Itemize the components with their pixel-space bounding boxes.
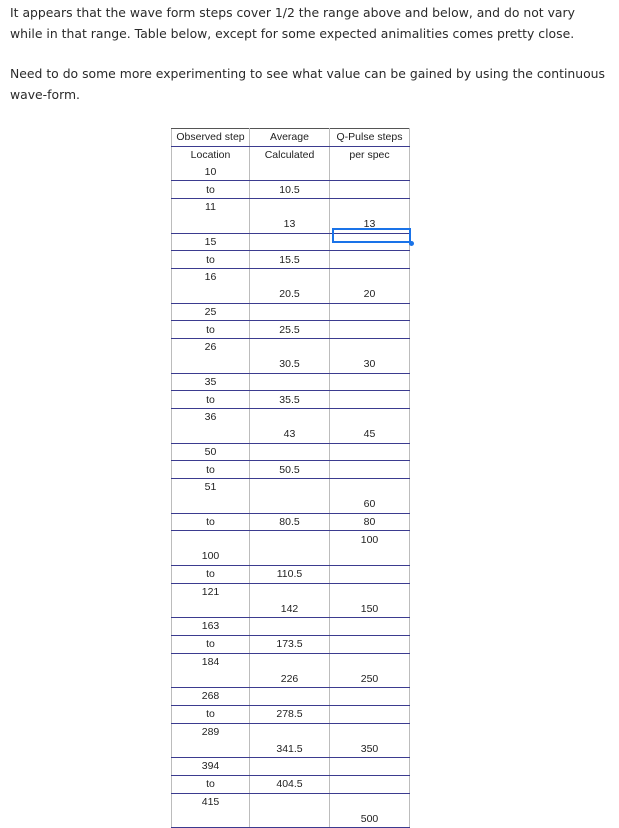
table-cell[interactable]	[330, 181, 410, 199]
table-cell[interactable]	[172, 531, 250, 548]
table-row	[172, 548, 410, 565]
table-cell[interactable]	[172, 670, 250, 687]
table-row	[172, 321, 410, 339]
table-cell[interactable]: 13	[250, 216, 330, 233]
selected-cell-highlight[interactable]	[332, 228, 411, 243]
table-cell[interactable]: 36	[172, 409, 250, 426]
table-cell[interactable]: 80.5	[250, 513, 330, 531]
table-cell[interactable]	[250, 409, 330, 426]
table-cell[interactable]	[250, 303, 330, 321]
table-cell[interactable]	[330, 443, 410, 461]
table-cell[interactable]	[250, 269, 330, 286]
table-cell[interactable]	[330, 321, 410, 339]
table-row	[172, 356, 410, 373]
table-cell[interactable]: 415	[172, 793, 250, 810]
table-cell[interactable]: 50	[172, 443, 250, 461]
table-row	[172, 618, 410, 636]
table-cell[interactable]	[250, 583, 330, 600]
table-cell[interactable]: 43	[250, 426, 330, 443]
table-cell[interactable]: to	[172, 705, 250, 723]
table-cell[interactable]	[330, 653, 410, 670]
fill-handle[interactable]	[409, 241, 414, 246]
table-cell[interactable]	[250, 618, 330, 636]
table-row	[172, 391, 410, 409]
table-cell[interactable]: 15.5	[250, 251, 330, 269]
table-cell[interactable]	[330, 164, 410, 181]
table-cell[interactable]	[250, 548, 330, 565]
table-cell[interactable]: 289	[172, 723, 250, 740]
table-cell[interactable]: 20.5	[250, 286, 330, 303]
table-cell[interactable]	[330, 303, 410, 321]
table-cell[interactable]: to	[172, 391, 250, 409]
table-cell[interactable]: 404.5	[250, 775, 330, 793]
table-cell[interactable]: 11	[172, 199, 250, 216]
followup-paragraph: Need to do some more experimenting to see what value can be gained by using the continuous wave-form.	[10, 66, 605, 102]
table-cell[interactable]	[250, 723, 330, 740]
table-cell[interactable]	[330, 461, 410, 479]
table-cell[interactable]: 60	[330, 496, 410, 513]
table-cell[interactable]: to	[172, 321, 250, 339]
table-cell[interactable]	[250, 793, 330, 810]
table-cell[interactable]	[172, 286, 250, 303]
table-cell[interactable]	[172, 426, 250, 443]
table-cell[interactable]: 51	[172, 479, 250, 496]
table-cell[interactable]	[172, 356, 250, 373]
table-cell[interactable]	[330, 793, 410, 810]
table-row	[172, 600, 410, 617]
table-row	[172, 723, 410, 740]
table-cell[interactable]	[250, 479, 330, 496]
table-row	[172, 251, 410, 269]
table-cell[interactable]: Observed step	[172, 129, 250, 147]
table-row	[172, 426, 410, 443]
table-cell[interactable]: 142	[250, 600, 330, 617]
table-cell[interactable]: 20	[330, 286, 410, 303]
table-cell[interactable]: 341.5	[250, 740, 330, 757]
table-cell[interactable]: to	[172, 565, 250, 583]
table-row	[172, 583, 410, 600]
table-cell[interactable]: 500	[330, 810, 410, 827]
table-cell[interactable]: to	[172, 635, 250, 653]
table-cell[interactable]	[330, 199, 410, 216]
table-cell[interactable]: 150	[330, 600, 410, 617]
table-cell[interactable]: 250	[330, 670, 410, 687]
table-cell[interactable]: 226	[250, 670, 330, 687]
table-cell[interactable]: 10	[172, 164, 250, 181]
table-cell[interactable]	[250, 233, 330, 251]
table-cell[interactable]	[250, 758, 330, 776]
table-cell[interactable]: 163	[172, 618, 250, 636]
table-row	[172, 758, 410, 776]
table-cell[interactable]	[250, 373, 330, 391]
table-cell[interactable]: 35	[172, 373, 250, 391]
table-cell[interactable]	[172, 496, 250, 513]
table-cell[interactable]	[330, 409, 410, 426]
table-row	[172, 775, 410, 793]
table-cell[interactable]	[330, 373, 410, 391]
table-row	[172, 339, 410, 356]
table-cell[interactable]	[330, 339, 410, 356]
table-cell[interactable]	[172, 740, 250, 757]
table-cell[interactable]	[250, 531, 330, 548]
table-cell[interactable]: Location	[172, 146, 250, 163]
table-cell[interactable]: 13	[330, 216, 410, 233]
table-cell[interactable]	[172, 216, 250, 233]
table-cell[interactable]	[330, 635, 410, 653]
table-row	[172, 688, 410, 706]
table-row	[172, 199, 410, 216]
table-cell[interactable]: 45	[330, 426, 410, 443]
table-cell[interactable]: 25	[172, 303, 250, 321]
table-cell[interactable]: 278.5	[250, 705, 330, 723]
table-cell[interactable]	[250, 810, 330, 827]
table-cell[interactable]	[330, 705, 410, 723]
table-cell[interactable]: 10.5	[250, 181, 330, 199]
table-cell[interactable]: Q-Pulse steps	[330, 129, 410, 147]
table-cell[interactable]: 15	[172, 233, 250, 251]
table-row	[172, 164, 410, 181]
table-row	[172, 705, 410, 723]
table-cell[interactable]: to	[172, 251, 250, 269]
table-cell[interactable]	[172, 600, 250, 617]
table-cell[interactable]: 173.5	[250, 635, 330, 653]
table-row	[172, 181, 410, 199]
table-row	[172, 496, 410, 513]
table-row	[172, 373, 410, 391]
table-cell[interactable]: 350	[330, 740, 410, 757]
table-cell[interactable]: 30.5	[250, 356, 330, 373]
table-cell[interactable]: 100	[330, 531, 410, 548]
table-row	[172, 146, 410, 163]
table-cell[interactable]: 16	[172, 269, 250, 286]
table-cell[interactable]	[250, 339, 330, 356]
table-cell[interactable]: 80	[330, 513, 410, 531]
table-cell[interactable]: 30	[330, 356, 410, 373]
table-row	[172, 635, 410, 653]
table-cell[interactable]	[250, 164, 330, 181]
table-cell[interactable]	[330, 548, 410, 565]
table-cell[interactable]	[330, 251, 410, 269]
table-cell[interactable]: 25.5	[250, 321, 330, 339]
table-cell[interactable]: 35.5	[250, 391, 330, 409]
table-row	[172, 129, 410, 147]
table-cell[interactable]	[250, 496, 330, 513]
table-cell[interactable]: 26	[172, 339, 250, 356]
table-cell[interactable]	[250, 199, 330, 216]
table-row	[172, 513, 410, 531]
table-cell[interactable]: Calculated	[250, 146, 330, 163]
table-row	[172, 565, 410, 583]
table-cell[interactable]: to	[172, 513, 250, 531]
table-cell[interactable]	[330, 758, 410, 776]
table-row	[172, 740, 410, 757]
table-cell[interactable]	[330, 723, 410, 740]
table-cell[interactable]	[250, 443, 330, 461]
table-cell[interactable]	[172, 810, 250, 827]
table-cell[interactable]: 100	[172, 548, 250, 565]
table-cell[interactable]	[330, 618, 410, 636]
table-row	[172, 303, 410, 321]
intro-paragraph: It appears that the wave form steps cover 1/2 the range above and below, and do not vary while in that range. Table below, except for some expected animalities comes pretty close.	[10, 5, 575, 41]
table-cell[interactable]	[330, 269, 410, 286]
table-cell[interactable]: 121	[172, 583, 250, 600]
table-cell[interactable]	[330, 479, 410, 496]
table-row	[172, 443, 410, 461]
table-cell[interactable]: 50.5	[250, 461, 330, 479]
table-row	[172, 793, 410, 810]
table-cell[interactable]	[250, 688, 330, 706]
table-cell[interactable]	[330, 775, 410, 793]
table-cell[interactable]: 268	[172, 688, 250, 706]
table-row	[172, 479, 410, 496]
table-cell[interactable]	[330, 583, 410, 600]
table-row	[172, 461, 410, 479]
table-row	[172, 269, 410, 286]
table-cell[interactable]: to	[172, 461, 250, 479]
table-cell[interactable]: per spec	[330, 146, 410, 163]
table-cell[interactable]: Average	[250, 129, 330, 147]
table-row	[172, 653, 410, 670]
table-cell[interactable]	[250, 653, 330, 670]
table-row	[172, 409, 410, 426]
table-row	[172, 286, 410, 303]
table-cell[interactable]	[330, 391, 410, 409]
table-cell[interactable]: 110.5	[250, 565, 330, 583]
table-cell[interactable]	[330, 565, 410, 583]
table-row	[172, 810, 410, 827]
table-cell[interactable]: to	[172, 181, 250, 199]
table-cell[interactable]: 184	[172, 653, 250, 670]
table-row	[172, 531, 410, 548]
table-row	[172, 670, 410, 687]
table-cell[interactable]: 394	[172, 758, 250, 776]
table-cell[interactable]	[330, 688, 410, 706]
table-cell[interactable]: to	[172, 775, 250, 793]
